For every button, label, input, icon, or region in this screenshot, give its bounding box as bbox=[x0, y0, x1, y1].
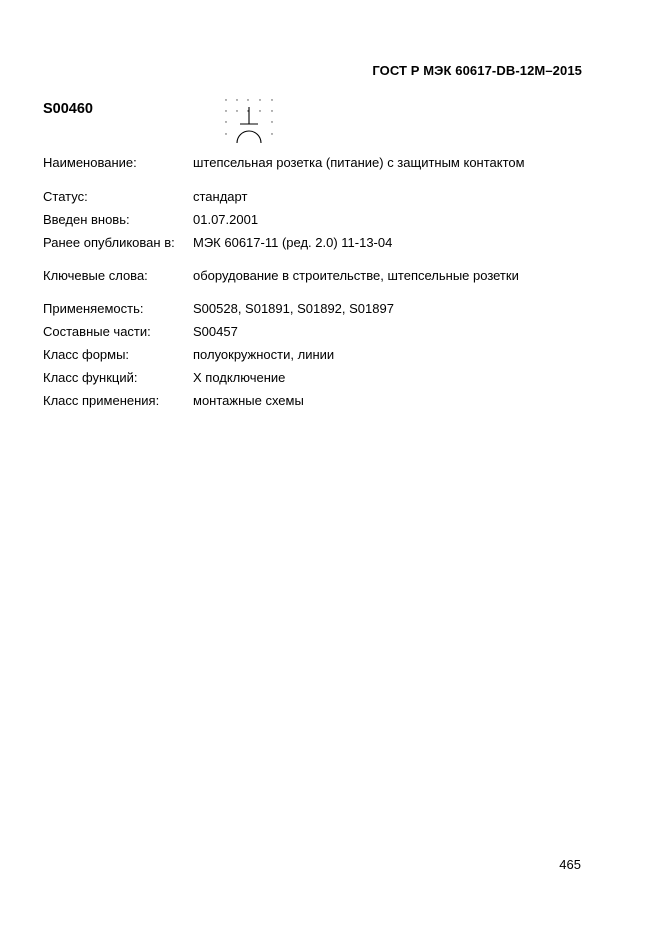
field-previously-published-label: Ранее опубликован в: bbox=[43, 235, 175, 250]
field-applicability-label: Применяемость: bbox=[43, 301, 144, 316]
field-application-class-label: Класс применения: bbox=[43, 393, 160, 408]
field-name bbox=[43, 154, 603, 172]
socket-outlet-protective-contact-icon bbox=[224, 97, 276, 147]
field-status-label: Статус: bbox=[43, 189, 88, 204]
field-status-value: стандарт bbox=[193, 189, 248, 204]
symbol-code: S00460 bbox=[43, 101, 93, 117]
field-status bbox=[43, 188, 603, 206]
field-previously-published-value: МЭК 60617-11 (ред. 2.0) 11-13-04 bbox=[193, 235, 393, 250]
field-application-class bbox=[43, 392, 603, 410]
field-introduced-label: Введен вновь: bbox=[43, 212, 130, 227]
field-components bbox=[43, 323, 603, 341]
field-keywords-label: Ключевые слова: bbox=[43, 268, 148, 283]
field-function-class-value: X подключение bbox=[193, 370, 286, 385]
field-keywords-value: оборудование в строительстве, штепсельные розетки bbox=[193, 268, 519, 283]
field-application-class-value: монтажные схемы bbox=[193, 393, 304, 408]
field-shape-class-value: полуокружности, линии bbox=[193, 347, 335, 362]
page-number: 465 bbox=[559, 857, 581, 872]
field-shape-class bbox=[43, 346, 603, 364]
field-function-class-label: Класс функций: bbox=[43, 370, 138, 385]
field-components-value: S00457 bbox=[193, 324, 238, 339]
field-name-label: Наименование: bbox=[43, 155, 137, 170]
field-function-class bbox=[43, 369, 603, 387]
field-components-label: Составные части: bbox=[43, 324, 151, 339]
field-previously-published bbox=[43, 234, 603, 252]
field-applicability-value: S00528, S01891, S01892, S01897 bbox=[193, 301, 394, 316]
field-shape-class-label: Класс формы: bbox=[43, 347, 130, 362]
field-applicability bbox=[43, 300, 603, 318]
standard-designation: ГОСТ Р МЭК 60617-DB-12M–2015 bbox=[372, 63, 582, 78]
field-keywords bbox=[43, 267, 603, 285]
field-introduced bbox=[43, 211, 603, 229]
field-name-value: штепсельная розетка (питание) с защитным контактом bbox=[193, 155, 525, 170]
field-introduced-value: 01.07.2001 bbox=[193, 212, 259, 227]
